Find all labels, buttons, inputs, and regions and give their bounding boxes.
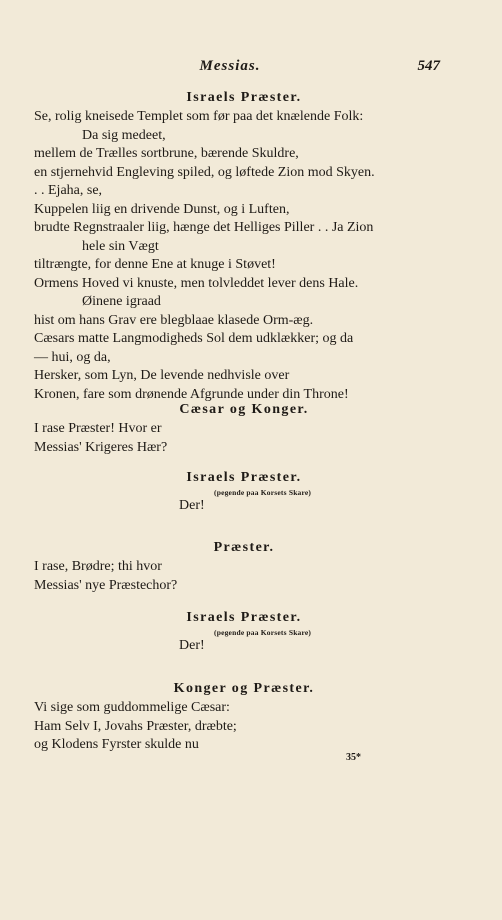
speaker-heading: Israels Præster. [186, 90, 302, 105]
verse-line: . . Ejaha, se, [34, 183, 103, 198]
stage-direction: (pegende paa Korsets Skare) [214, 628, 312, 637]
verse-line: I rase Præster! Hvor er [34, 421, 162, 436]
verse-line: Messias' nye Præstechor? [34, 577, 178, 593]
verse-line: Ormens Hoved vi knuste, men tolvleddet lever dens Hale. [34, 275, 359, 291]
speaker-heading: Israels Præster. [186, 470, 302, 485]
section-israels-praester-3 [34, 608, 454, 655]
verse-line: Hersker, som Lyn, De levende nedhvisle over [34, 368, 290, 383]
reply-line: Der! [179, 638, 205, 653]
running-head [0, 58, 502, 78]
verse-line: hele sin Vægt [82, 238, 159, 254]
reply-line: Der! [179, 498, 205, 513]
speaker-heading: Konger og Præster. [173, 681, 315, 696]
speaker-heading: Israels Præster. [186, 610, 302, 625]
verse-line: Øinene igraad [82, 294, 161, 309]
section-israels-praester-2 [34, 468, 454, 515]
verse-line: Vi sige som guddommelige Cæsar: [34, 700, 230, 715]
verse-line: mellem de Trælles sortbrune, bærende Skuldre, [34, 146, 299, 161]
running-title: Messias. [199, 58, 261, 74]
section-praester [34, 538, 454, 595]
verse-line: — hui, og da, [34, 349, 111, 365]
verse-line: Ham Selv I, Jovahs Præster, dræbte; [34, 718, 237, 734]
verse-line: brudte Regnstraaler liig, hænge det Helliges Piller . . Ja Zion [34, 220, 374, 235]
stage-direction: (pegende paa Korsets Skare) [214, 488, 312, 497]
verse-line: Kuppelen liig en drivende Dunst, og i Luften, [34, 201, 290, 217]
verse-line: I rase, Brødre; thi hvor [34, 559, 162, 574]
signature-mark: 35* [346, 752, 361, 763]
speaker-heading: Præster. [213, 540, 275, 555]
verse-line: Cæsars matte Langmodigheds Sol dem udklækker; og da [34, 331, 354, 346]
verse-line: Messias' Krigeres Hær? [34, 439, 168, 455]
verse-line: Se, rolig kneisede Templet som før paa det knælende Folk: [34, 109, 364, 124]
verse-line: Kronen, fare som drønende Afgrunde under din Throne! [34, 386, 349, 402]
verse-line: Da sig medeet, [82, 127, 166, 143]
verse-line: hist om hans Grav ere blegblaae klasede Orm-æg. [34, 312, 314, 328]
page-number: 547 [417, 58, 440, 74]
section-konger-og-praester [34, 679, 454, 755]
speaker-heading: Cæsar og Konger. [179, 402, 309, 417]
section-israels-praester-1 [34, 88, 454, 404]
verse-line: tiltrængte, for denne Ene at knuge i Støvet! [34, 257, 276, 272]
section-caesar-og-konger [34, 400, 454, 457]
verse-line: en stjernehvid Engleving spiled, og løftede Zion mod Skyen. [34, 164, 375, 180]
verse-line: og Klodens Fyrster skulde nu [34, 737, 199, 752]
